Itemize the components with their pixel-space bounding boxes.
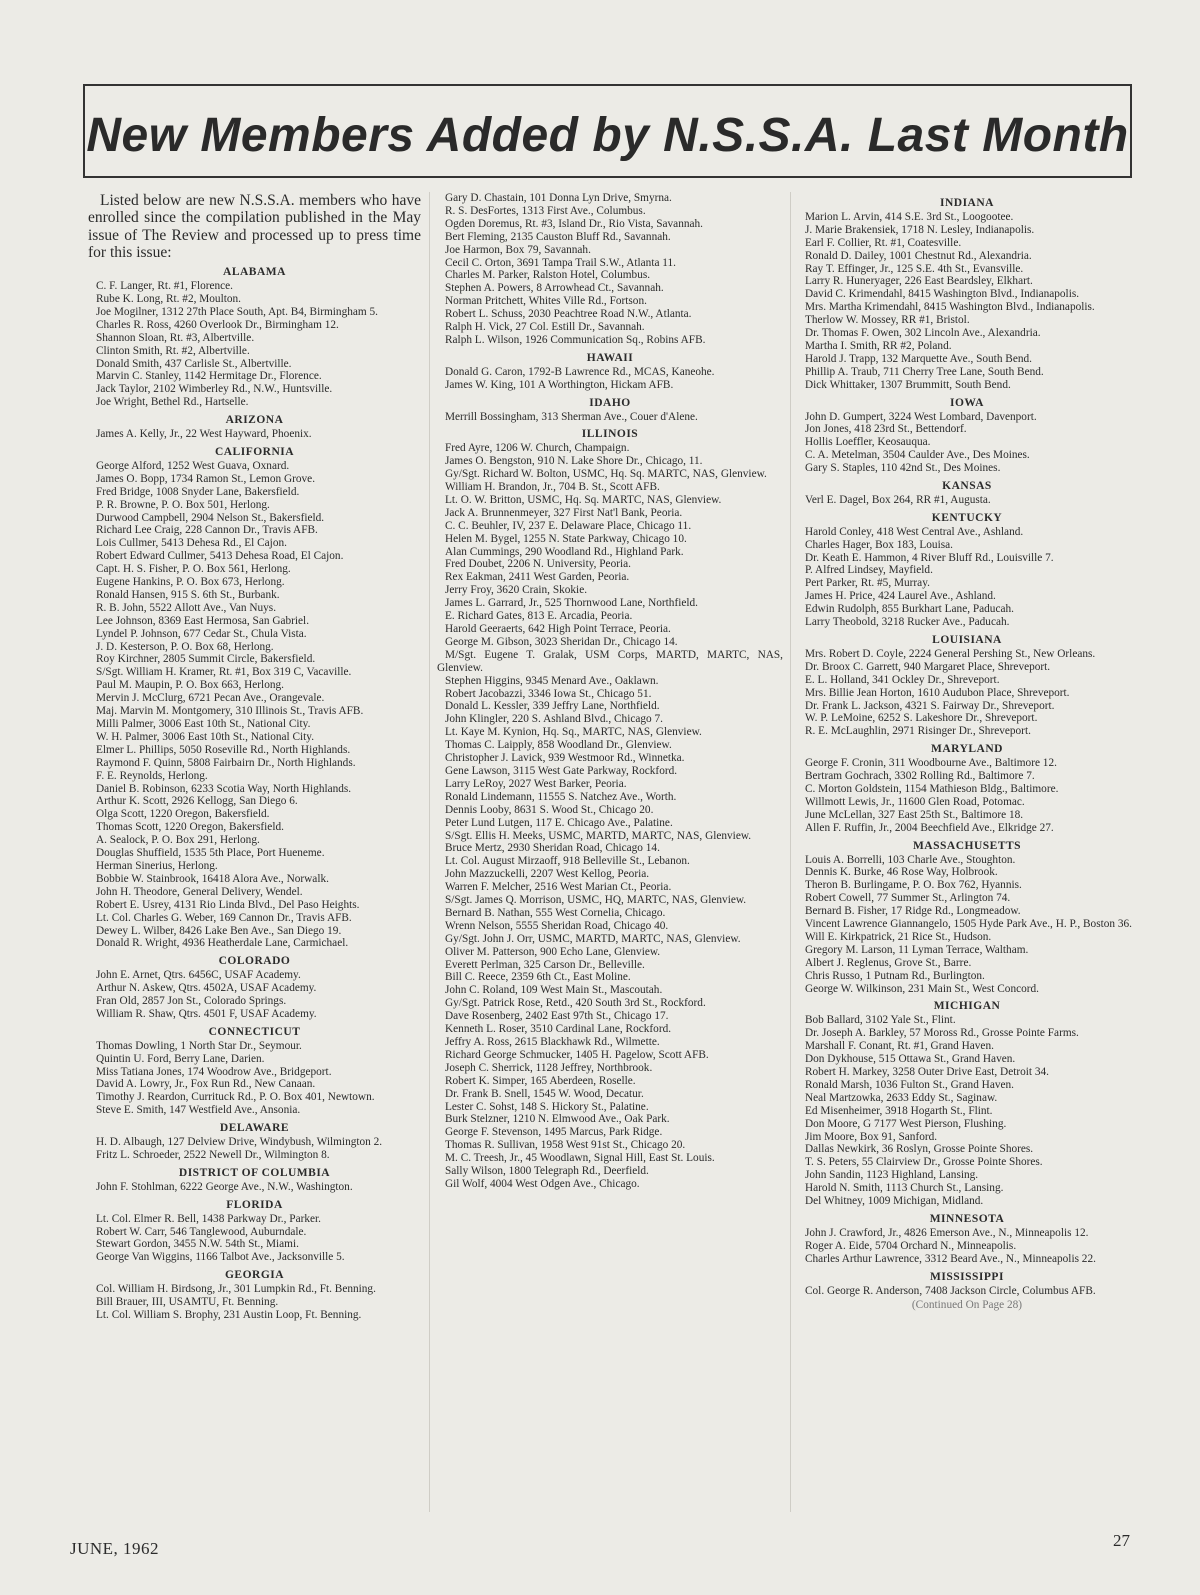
member-entry: Christopher J. Lavick, 939 Westmoor Rd., Winnetka. [445, 752, 685, 765]
member-entry: Lester C. Sohst, 148 S. Hickory St., Palatine. [445, 1100, 649, 1113]
member-entry: Dennis Looby, 8631 S. Wood St., Chicago 20. [445, 803, 654, 816]
member-entry: Sally Wilson, 1800 Telegraph Rd., Deerfield. [445, 1165, 649, 1178]
col2-sections [437, 192, 783, 1191]
member-entry: E. L. Holland, 341 Ockley Dr., Shreveport. [805, 673, 1000, 686]
member-entry: S/Sgt. Ellis H. Meeks, USMC, MARTD, MARTC, NAS, Glenview. [445, 829, 752, 842]
member-entry: David A. Lowry, Jr., Fox Run Rd., New Canaan. [96, 1078, 316, 1091]
member-entry: William R. Shaw, Qtrs. 4501 F, USAF Academy. [96, 1007, 317, 1020]
state-heading: MARYLAND [931, 743, 1003, 756]
member-entry: Rube K. Long, Rt. #2, Moulton. [96, 293, 241, 305]
member-entry: Dr. Frank L. Jackson, 4321 S. Fairway Dr., Shreveport. [805, 699, 1055, 712]
member-entry: Gy/Sgt. Richard W. Bolton, USMC, Hq. Sq. MARTC, NAS, Glenview. [445, 468, 767, 481]
member-entry: Fred Bridge, 1008 Snyder Lane, Bakersfield. [96, 485, 300, 498]
member-entry: Dr. Keath E. Hammon, 4 River Bluff Rd., Louisville 7. [805, 551, 1054, 564]
member-entry: Will E. Kirkpatrick, 21 Rice St., Hudson. [805, 930, 992, 943]
member-entry: Larry LeRoy, 2027 West Barker, Peoria. [445, 777, 627, 790]
state-heading: KANSAS [942, 480, 992, 493]
member-entry: John F. Stohlman, 6222 George Ave., N.W., Washington. [96, 1180, 353, 1193]
member-entry: Gary S. Staples, 110 42nd St., Des Moines. [805, 462, 1001, 475]
state-heading: HAWAII [586, 351, 634, 364]
member-entry: Bill C. Reece, 2359 6th Ct., East Moline. [445, 971, 631, 984]
member-entry: Mervin J. McClurg, 6721 Pecan Ave., Orangevale. [96, 692, 325, 705]
state-heading: MISSISSIPPI [930, 1270, 1004, 1283]
member-entry: Douglas Shuffield, 1535 5th Place, Port Hueneme. [96, 847, 325, 860]
member-entry: Robert H. Markey, 3258 Outer Drive East, Detroit 34. [805, 1066, 1049, 1078]
member-entry: Roger A. Eide, 5704 Orchard N., Minneapolis. [805, 1239, 1017, 1252]
state-heading: KENTUCKY [931, 511, 1003, 524]
member-entry: Larry R. Huneryager, 226 East Beardsley, Elkhart. [805, 275, 1033, 288]
member-entry: Thomas Dowling, 1 North Star Dr., Seymour. [96, 1039, 302, 1052]
member-entry: Donald R. Wright, 4936 Heatherdale Lane, Carmichael. [96, 937, 349, 950]
member-entry: John H. Theodore, General Delivery, Wendel. [96, 885, 303, 898]
member-entry: James W. King, 101 A Worthington, Hickam AFB. [445, 378, 674, 391]
member-entry: F. E. Reynolds, Herlong. [96, 769, 208, 782]
member-entry: Robert Edward Cullmer, 5413 Dehesa Road, El Cajon. [96, 550, 344, 563]
member-entry: Donald Smith, 437 Carlisle St., Albertville. [96, 357, 292, 370]
member-entry: Joe Wright, Bethel Rd., Hartselle. [96, 396, 249, 409]
member-entry: Daniel B. Robinson, 6233 Scotia Way, North Highlands. [96, 782, 352, 795]
member-entry: Dennis K. Burke, 46 Rose Way, Holbrook. [805, 866, 998, 879]
member-entry: Thomas Scott, 1220 Oregon, Bakersfield. [96, 821, 284, 834]
member-entry: Verl E. Dagel, Box 264, RR #1, Augusta. [805, 493, 991, 506]
member-entry: Gy/Sgt. John J. Orr, USMC, MARTD, MARTC, NAS, Glenview. [445, 932, 741, 945]
member-entry: George F. Stevenson, 1495 Marcus, Park Ridge. [445, 1126, 663, 1139]
member-entry: A. Sealock, P. O. Box 291, Herlong. [96, 834, 260, 847]
member-entry: Dewey L. Wilber, 8426 Lake Ben Ave., San Diego 19. [96, 924, 342, 937]
member-entry: Arthur K. Scott, 2926 Kellogg, San Diego 6. [96, 795, 298, 808]
member-entry: Del Whitney, 1009 Michigan, Midland. [805, 1195, 984, 1208]
member-entry: Jerry Froy, 3620 Crain, Skokie. [445, 584, 588, 597]
member-entry: C. A. Metelman, 3504 Caulder Ave., Des Moines. [805, 449, 1030, 462]
member-entry: June McLellan, 327 East 25th St., Baltimore 18. [805, 808, 1024, 821]
member-entry: Arthur N. Askew, Qtrs. 4502A, USAF Academy. [96, 982, 317, 995]
member-entry: William H. Brandon, Jr., 704 B. St., Scott AFB. [445, 481, 660, 494]
member-entry: Ralph L. Wilson, 1926 Communication Sq., Robins AFB. [445, 333, 706, 346]
member-entry: Joseph C. Sherrick, 1128 Jeffrey, Northbrook. [445, 1061, 653, 1074]
state-heading: CALIFORNIA [214, 445, 295, 458]
member-entry: Capt. H. S. Fisher, P. O. Box 561, Herlong. [96, 563, 291, 576]
member-entry: Warren F. Melcher, 2516 West Marian Ct., Peoria. [445, 881, 672, 894]
state-heading: DISTRICT OF COLUMBIA [178, 1166, 331, 1179]
member-entry: Col. George R. Anderson, 7408 Jackson Circle, Columbus AFB. [805, 1284, 1096, 1297]
member-entry: Dick Whittaker, 1307 Brummitt, South Bend. [805, 378, 1011, 391]
member-entry: Donald L. Kessler, 339 Jeffry Lane, Northfield. [445, 700, 660, 713]
state-heading: MINNESOTA [929, 1212, 1005, 1225]
member-entry: Robert Jacobazzi, 3346 Iowa St., Chicago 51. [445, 687, 652, 700]
member-entry: Donald G. Caron, 1792-B Lawrence Rd., MCAS, Kaneohe. [445, 365, 715, 378]
state-heading: DELAWARE [219, 1122, 290, 1135]
member-entry: Lt. Col. Charles G. Weber, 169 Cannon Dr., Travis AFB. [96, 911, 352, 924]
member-entry: Larry Theobold, 3218 Rucker Ave., Paducah. [805, 616, 1010, 629]
member-entry: Jeffry A. Ross, 2615 Blackhawk Rd., Wilmette. [445, 1036, 660, 1048]
member-entry: Oliver M. Patterson, 900 Echo Lane, Glenview. [445, 945, 661, 958]
member-entry: John D. Gumpert, 3224 West Lombard, Davenport. [805, 410, 1037, 423]
member-entry: Richard Lee Craig, 228 Cannon Dr., Travis AFB. [96, 524, 318, 537]
member-entry: James A. Kelly, Jr., 22 West Hayward, Phoenix. [96, 428, 312, 441]
member-entry: Thomas R. Sullivan, 1958 West 91st St., Chicago 20. [445, 1139, 686, 1152]
member-entry: Marvin C. Stanley, 1142 Hermitage Dr., Florence. [96, 370, 322, 383]
member-entry: Hollis Loeffler, Keosauqua. [805, 436, 931, 449]
member-entry: Don Dykhouse, 515 Ottawa St., Grand Haven. [805, 1053, 1016, 1066]
member-entry: Roy Kirchner, 2805 Summit Circle, Bakersfield. [96, 653, 316, 666]
member-entry: Fritz L. Schroeder, 2522 Newell Dr., Wilmington 8. [96, 1149, 330, 1161]
member-entry: Mrs. Robert D. Coyle, 2224 General Pershing St., New Orleans. [805, 647, 1096, 660]
member-entry: Steve E. Smith, 147 Westfield Ave., Ansonia. [96, 1104, 301, 1117]
state-heading: IDAHO [589, 396, 631, 409]
member-entry: Charles Hager, Box 183, Louisa. [805, 538, 953, 551]
title-box [83, 84, 1132, 178]
state-heading: IOWA [950, 396, 984, 409]
member-entry: Ronald Hansen, 915 S. 6th St., Burbank. [96, 588, 280, 601]
member-entry: Milli Palmer, 3006 East 10th St., National City. [96, 718, 311, 730]
member-entry: Harold Geeraerts, 642 High Point Terrace, Peoria. [445, 623, 671, 635]
member-entry: David C. Krimendahl, 8415 Washington Blvd., Indianapolis. [805, 288, 1080, 301]
member-entry: Joe Mogilner, 1312 27th Place South, Apt. B4, Birmingham 5. [96, 305, 378, 318]
member-entry: Merrill Bossingham, 313 Sherman Ave., Couer d'Alene. [445, 410, 698, 423]
member-entry: James O. Bengston, 910 N. Lake Shore Dr., Chicago, 11. [445, 455, 703, 468]
member-entry: Edwin Rudolph, 855 Burkhart Lane, Paducah. [805, 603, 1014, 616]
member-entry: Peter Lund Lutgen, 117 E. Chicago Ave., Palatine. [445, 816, 673, 829]
member-entry: Allen F. Ruffin, Jr., 2004 Beechfield Ave., Elkridge 27. [805, 821, 1054, 834]
member-entry: Jim Moore, Box 91, Sanford. [805, 1130, 938, 1143]
column-divider [790, 192, 791, 1512]
member-entry: R. S. DesFortes, 1313 First Ave., Columbus. [445, 204, 646, 217]
member-entry: Lt. O. W. Britton, USMC, Hq. Sq. MARTC, NAS, Glenview. [445, 493, 722, 506]
column-3 [797, 192, 1137, 1532]
member-entry: Wrenn Nelson, 5555 Sheridan Road, Chicago 40. [445, 919, 669, 932]
member-entry: S/Sgt. William H. Kramer, Rt. #1, Box 319 C, Vacaville. [96, 666, 352, 679]
state-heading: ILLINOIS [581, 428, 639, 441]
member-entry: Miss Tatiana Jones, 174 Woodrow Ave., Bridgeport. [96, 1065, 332, 1078]
member-entry: Albert J. Reglenus, Grove St., Barre. [805, 956, 972, 969]
member-entry: Lois Cullmer, 5413 Dehesa Rd., El Cajon. [96, 537, 287, 550]
member-entry: George F. Cronin, 311 Woodbourne Ave., Baltimore 12. [805, 757, 1057, 770]
member-entry: Helen M. Bygel, 1255 N. State Parkway, Chicago 10. [445, 532, 687, 545]
member-entry: Robert E. Usrey, 4131 Rio Linda Blvd., Del Paso Heights. [96, 898, 360, 911]
member-entry: Theron B. Burlingame, P. O. Box 762, Hyannis. [805, 879, 1022, 892]
state-heading: INDIANA [940, 197, 994, 209]
state-heading: COLORADO [218, 955, 291, 968]
member-entry: Ronald Marsh, 1036 Fulton St., Grand Haven. [805, 1078, 1014, 1091]
member-entry: Dave Rosenberg, 2402 East 97th St., Chicago 17. [445, 1010, 669, 1023]
member-entry: Bernard B. Nathan, 555 West Cornelia, Chicago. [445, 906, 666, 919]
member-entry: Mrs. Martha Krimendahl, 8415 Washington Blvd., Indianapolis. [805, 301, 1095, 314]
member-entry: Dr. Broox C. Garrett, 940 Margaret Place, Shreveport. [805, 660, 1051, 673]
member-entry: Harold Conley, 418 West Central Ave., Ashland. [805, 525, 1024, 538]
member-entry: Chris Russo, 1 Putnam Rd., Burlington. [805, 969, 985, 982]
state-heading: CONNECTICUT [208, 1025, 301, 1038]
member-entry: Norman Pritchett, Whites Ville Rd., Fortson. [445, 295, 647, 308]
member-entry: Gene Lawson, 3115 West Gate Parkway, Rockford. [445, 764, 678, 777]
member-entry: Bertram Gochrach, 3302 Rolling Rd., Baltimore 7. [805, 770, 1035, 783]
member-entry: Gary D. Chastain, 101 Donna Lyn Drive, Smyrna. [445, 192, 672, 204]
member-entry: M/Sgt. Eugene T. Gralak, USM Corps, MARTD, MARTC, NAS, Glenview. [437, 648, 783, 674]
member-entry: J. D. Kesterson, P. O. Box 68, Herlong. [96, 640, 274, 653]
member-entry: Eugene Hankins, P. O. Box 673, Herlong. [96, 576, 285, 589]
member-entry: Pert Parker, Rt. #5, Murray. [805, 577, 930, 590]
column-divider [429, 192, 430, 1512]
state-heading: MICHIGAN [933, 1000, 1001, 1013]
member-entry: C. C. Beuhler, IV, 237 E. Delaware Place, Chicago 11. [445, 519, 692, 532]
member-entry: Stewart Gordon, 3455 N.W. 54th St., Miami. [96, 1238, 299, 1251]
member-entry: Bill Brauer, III, USAMTU, Ft. Benning. [96, 1296, 279, 1309]
member-entry: Raymond F. Quinn, 5808 Fairbairn Dr., North Highlands. [96, 756, 356, 769]
member-entry: Vincent Lawrence Giannangelo, 1505 Hyde Park Ave., H. P., Boston 36. [805, 918, 1132, 931]
member-entry: Lt. Col. August Mirzaoff, 918 Belleville St., Lebanon. [445, 855, 690, 868]
state-heading: FLORIDA [226, 1198, 283, 1211]
member-entry: Ogden Doremus, Rt. #3, Island Dr., Rio Vista, Savannah. [445, 217, 703, 230]
member-entry: H. D. Albaugh, 127 Delview Drive, Windybush, Wilmington 2. [96, 1136, 383, 1149]
member-entry: J. Marie Brakensiek, 1718 N. Lesley, Indianapolis. [805, 223, 1035, 236]
member-entry: Robert Cowell, 77 Summer St., Arlington 74. [805, 892, 1011, 905]
member-entry: John J. Crawford, Jr., 4826 Emerson Ave., N., Minneapolis 12. [805, 1226, 1089, 1239]
member-entry: John E. Arnet, Qtrs. 6456C, USAF Academy. [96, 969, 301, 982]
member-entry: Joe Harmon, Box 79, Savannah. [445, 243, 591, 256]
continued-note: (Continued On Page 28) [911, 1299, 1023, 1312]
member-entry: Robert W. Carr, 546 Tanglewood, Auburndale. [96, 1225, 307, 1238]
member-entry: M. C. Treesh, Jr., 45 Woodlawn, Signal Hill, East St. Louis. [445, 1152, 715, 1165]
intro-paragraph: Listed below are new N.S.S.A. members who have enrolled since the compilation published in the May issue of The Review and processed up to press time for this issue: [88, 192, 421, 261]
member-entry: Alan Cummings, 290 Woodland Rd., Highland Park. [445, 545, 684, 558]
member-entry: Jon Jones, 418 23rd St., Bettendorf. [805, 423, 967, 436]
member-entry: John Klingler, 220 S. Ashland Blvd., Chicago 7. [445, 713, 663, 726]
member-entry: Bobbie W. Stainbrook, 16418 Alora Ave., Norwalk. [96, 872, 329, 885]
member-entry: Charles R. Ross, 4260 Overlook Dr., Birmingham 12. [96, 318, 339, 331]
member-entry: Willmott Lewis, Jr., 11600 Glen Road, Potomac. [805, 795, 1025, 808]
member-entry: Richard George Schmucker, 1405 H. Pagelow, Scott AFB. [445, 1048, 709, 1061]
member-entry: T. S. Peters, 55 Clairview Dr., Grosse Pointe Shores. [805, 1156, 1043, 1169]
member-entry: Mrs. Billie Jean Horton, 1610 Audubon Place, Shreveport. [805, 686, 1070, 699]
member-entry: Ronald Lindemann, 11555 S. Natchez Ave., Worth. [445, 790, 677, 803]
member-entry: Stephen A. Powers, 8 Arrowhead Ct., Savannah. [445, 282, 664, 295]
member-entry: George Alford, 1252 West Guava, Oxnard. [96, 459, 290, 472]
member-entry: Fran Old, 2857 Jon St., Colorado Springs. [96, 995, 287, 1008]
member-entry: Fred Doubet, 2206 N. University, Peoria. [445, 558, 631, 571]
member-entry: Lt. Kaye M. Kynion, Hq. Sq., MARTC, NAS, Glenview. [445, 726, 702, 739]
member-entry: Bernard B. Fisher, 17 Ridge Rd., Longmeadow. [805, 905, 1021, 918]
member-entry: R. E. McLaughlin, 2971 Risinger Dr., Shreveport. [805, 725, 1031, 738]
member-entry: Stephen Higgins, 9345 Menard Ave., Oaklawn. [445, 674, 659, 687]
member-entry: Herman Sinerius, Herlong. [96, 859, 218, 872]
member-entry: Jack A. Brunnenmeyer, 327 First Nat'l Bank, Peoria. [445, 506, 683, 519]
member-entry: John C. Roland, 109 West Main St., Mascoutah. [445, 984, 663, 997]
member-entry: Neal Martzowka, 2633 Eddy St., Saginaw. [805, 1091, 998, 1104]
member-entry: Harold J. Trapp, 132 Marquette Ave., South Bend. [805, 352, 1032, 365]
member-entry: Everett Perlman, 325 Carson Dr., Belleville. [445, 958, 645, 971]
member-entry: James L. Garrard, Jr., 525 Thornwood Lane, Northfield. [445, 597, 698, 610]
member-entry: C. Morton Goldstein, 1154 Mathieson Bldg., Baltimore. [805, 782, 1059, 795]
member-entry: Don Moore, G 7177 West Pierson, Flushing. [805, 1117, 1007, 1130]
member-entry: Kenneth L. Roser, 3510 Cardinal Lane, Rockford. [445, 1023, 672, 1036]
member-entry: W. H. Palmer, 3006 East 10th St., National City. [96, 730, 315, 743]
member-entry: Clinton Smith, Rt. #2, Albertville. [96, 344, 250, 357]
member-entry: Shannon Sloan, Rt. #3, Albertville. [96, 331, 255, 344]
member-entry: Marion L. Arvin, 414 S.E. 3rd St., Loogootee. [805, 210, 1014, 223]
page-title: New Members Added by N.S.S.A. Last Month [86, 108, 1129, 162]
member-entry: C. F. Langer, Rt. #1, Florence. [96, 280, 234, 293]
member-entry: Martha I. Smith, RR #2, Poland. [805, 339, 952, 352]
member-entry: Paul M. Maupin, P. O. Box 663, Herlong. [96, 679, 284, 692]
member-entry: Fred Ayre, 1206 W. Church, Champaign. [445, 442, 630, 455]
page-number: 27 [1113, 1531, 1130, 1550]
member-entry: George W. Wilkinson, 231 Main St., West Concord. [805, 982, 1039, 995]
member-entry: John Mazzuckelli, 2207 West Kellog, Peoria. [445, 868, 650, 881]
state-heading: ARIZONA [225, 414, 284, 427]
state-heading: GEORGIA [224, 1269, 285, 1282]
member-entry: Lt. Col. Elmer R. Bell, 1438 Parkway Dr., Parker. [96, 1212, 321, 1225]
col3-sections [797, 197, 1137, 1297]
member-entry: P. Alfred Lindsey, Mayfield. [805, 564, 933, 577]
member-entry: George M. Gibson, 3023 Sheridan Dr., Chicago 14. [445, 635, 678, 648]
member-entry: Gy/Sgt. Patrick Rose, Retd., 420 South 3rd St., Rockford. [445, 997, 706, 1010]
member-entry: James O. Bopp, 1734 Ramon St., Lemon Grove. [96, 472, 316, 485]
member-entry: Bob Ballard, 3102 Yale St., Flint. [805, 1014, 956, 1027]
member-entry: Rex Eakman, 2411 West Garden, Peoria. [445, 571, 630, 584]
member-entry: Charles Arthur Lawrence, 3312 Beard Ave., N., Minneapolis 22. [805, 1252, 1096, 1265]
member-entry: Maj. Marvin M. Montgomery, 310 Illinois St., Travis AFB. [96, 705, 364, 718]
member-entry: Bruce Mertz, 2930 Sheridan Road, Chicago 14. [445, 842, 660, 855]
member-entry: P. R. Browne, P. O. Box 501, Herlong. [96, 498, 270, 511]
state-heading: ALABAMA [223, 266, 286, 279]
member-entry: Ed Misenheimer, 3918 Hogarth St., Flint. [805, 1104, 993, 1117]
member-entry: James H. Price, 424 Laurel Ave., Ashland. [805, 590, 996, 603]
state-heading: LOUISIANA [932, 634, 1002, 646]
col1-sections [88, 266, 421, 1322]
member-entry: Louis A. Borrelli, 103 Charle Ave., Stoughton. [805, 853, 1016, 866]
member-entry: Dr. Joseph A. Barkley, 57 Moross Rd., Grosse Pointe Farms. [805, 1027, 1079, 1040]
member-entry: S/Sgt. James Q. Morrison, USMC, HQ, MARTC, NAS, Glenview. [445, 894, 747, 907]
state-heading: MASSACHUSETTS [912, 839, 1022, 852]
member-entry: Dr. Frank B. Snell, 1545 W. Wood, Decatur. [445, 1087, 644, 1100]
member-entry: Robert L. Schuss, 2030 Peachtree Road N.W., Atlanta. [445, 308, 692, 321]
member-entry: Quintin U. Ford, Berry Lane, Darien. [96, 1052, 265, 1065]
member-entry: Charles M. Parker, Ralston Hotel, Columbus. [445, 269, 651, 282]
member-entry: Lt. Col. William S. Brophy, 231 Austin Loop, Ft. Benning. [96, 1308, 362, 1321]
member-entry: Earl F. Collier, Rt. #1, Coatesville. [805, 236, 962, 249]
member-entry: Robert K. Simper, 165 Aberdeen, Roselle. [445, 1074, 636, 1087]
member-entry: George Van Wiggins, 1166 Talbot Ave., Jacksonville 5. [96, 1251, 345, 1264]
member-entry: Therlow W. Mossey, RR #1, Bristol. [805, 314, 970, 327]
member-entry: Thomas C. Laipply, 858 Woodland Dr., Glenview. [445, 739, 672, 752]
member-entry: R. B. John, 5522 Allott Ave., Van Nuys. [96, 601, 277, 614]
member-entry: Ray T. Effinger, Jr., 125 S.E. 4th St., Evansville. [805, 262, 1024, 275]
member-entry: Gregory M. Larson, 11 Lyman Terrace, Waltham. [805, 943, 1029, 956]
member-entry: Harold N. Smith, 1113 Church St., Lansing. [805, 1182, 1004, 1195]
member-entry: E. Richard Gates, 813 E. Arcadia, Peoria. [445, 610, 633, 623]
column-1 [88, 192, 421, 1532]
member-entry: Phillip A. Traub, 711 Cherry Tree Lane, South Bend. [805, 365, 1044, 378]
member-entry: Dallas Newkirk, 36 Roslyn, Grosse Pointe Shores. [805, 1143, 1034, 1156]
issue-date: JUNE, 1962 [70, 1539, 160, 1558]
member-entry: Marshall F. Conant, Rt. #1, Grand Haven. [805, 1040, 994, 1053]
member-entry: Dr. Thomas F. Owen, 302 Lincoln Ave., Alexandria. [805, 327, 1041, 340]
member-entry: Lyndel P. Johnson, 677 Cedar St., Chula Vista. [96, 627, 307, 640]
member-entry: W. P. LeMoine, 6252 S. Lakeshore Dr., Shreveport. [805, 712, 1038, 725]
member-entry: Gil Wolf, 4004 West Odgen Ave., Chicago. [445, 1177, 640, 1190]
member-entry: Durwood Campbell, 2904 Nelson St., Bakersfield. [96, 511, 325, 524]
member-entry: Elmer L. Phillips, 5050 Roseville Rd., North Highlands. [96, 743, 351, 756]
member-entry: Jack Taylor, 2102 Wimberley Rd., N.W., Huntsville. [96, 383, 333, 396]
member-entry: Timothy J. Reardon, Currituck Rd., P. O. Box 401, Newtown. [96, 1091, 375, 1104]
member-entry: Cecil C. Orton, 3691 Tampa Trail S.W., Atlanta 11. [445, 256, 677, 269]
member-entry: Ronald D. Dailey, 1001 Chestnut Rd., Alexandria. [805, 249, 1032, 262]
member-entry: Ralph H. Vick, 27 Col. Estill Dr., Savannah. [445, 321, 645, 334]
member-entry: Lee Johnson, 8369 East Hermosa, San Gabriel. [96, 614, 310, 627]
column-2 [437, 192, 783, 1532]
member-entry: John Sandin, 1123 Highland, Lansing. [805, 1169, 979, 1182]
member-entry: Bert Fleming, 2135 Causton Bluff Rd., Savannah. [445, 230, 671, 243]
member-entry: Col. William H. Birdsong, Jr., 301 Lumpkin Rd., Ft. Benning. [96, 1283, 376, 1296]
member-entry: Burk Stelzner, 1210 N. Elmwood Ave., Oak Park. [445, 1113, 670, 1126]
member-entry: Olga Scott, 1220 Oregon, Bakersfield. [96, 808, 270, 821]
